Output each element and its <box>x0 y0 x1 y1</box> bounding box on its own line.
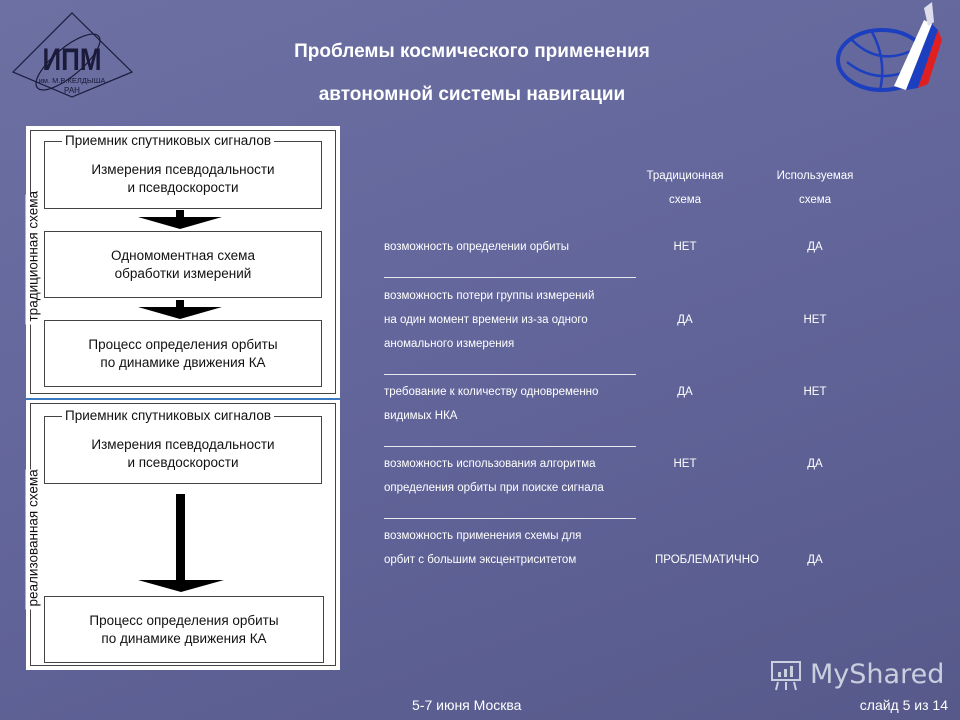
header-traditional: схема <box>668 194 702 206</box>
row-used: ДА <box>807 241 823 253</box>
long-arrow-down-icon <box>138 494 224 594</box>
traditional-side-label: традиционная схема <box>26 195 41 325</box>
header-used: схема <box>798 194 832 206</box>
slide-title-line1: Проблемы космического применения <box>294 41 650 62</box>
divider <box>26 398 340 400</box>
svg-text:им. М.В.КЕЛДЫША: им. М.В.КЕЛДЫША <box>38 76 106 85</box>
arrow-down-icon <box>138 210 222 230</box>
box-text: обработки измерений <box>114 265 252 281</box>
box-text: Измерения псевдодальности <box>91 437 275 452</box>
presentation-board-icon <box>768 656 804 692</box>
svg-text:РАН: РАН <box>64 86 80 95</box>
row-traditional: НЕТ <box>673 241 697 253</box>
row-traditional: НЕТ <box>673 458 697 470</box>
slide-counter: слайд 5 из 14 <box>859 697 948 713</box>
box-text: Измерения псевдодальности <box>91 162 275 177</box>
implemented-orbit-process-box <box>44 596 324 663</box>
box-text: по динамике движения КА <box>101 630 267 646</box>
box-text: Процесс определения орбиты <box>89 612 279 628</box>
row-divider <box>384 446 636 447</box>
box-text: по динамике движения КА <box>100 354 266 370</box>
row-label: определения орбиты при поиске сигнала <box>384 482 604 494</box>
row-label: возможность определении орбиты <box>384 241 570 253</box>
box-text: и псевдоскорости <box>127 455 239 470</box>
scheme-diagram <box>26 126 340 670</box>
svg-text:ИПМ: ИПМ <box>42 42 102 78</box>
row-traditional: ДА <box>677 314 693 326</box>
row-used: НЕТ <box>803 314 827 326</box>
row-used: ДА <box>807 458 823 470</box>
watermark-text: MyShared <box>810 658 945 690</box>
implemented-side-label: реализованная схема <box>26 470 41 610</box>
date-place: 5-7 июня Москва <box>412 697 522 713</box>
row-traditional: ДА <box>677 386 693 398</box>
row-label: орбит с большим эксцентриситетом <box>384 554 577 566</box>
myshared-watermark <box>768 656 944 692</box>
box-text: Процесс определения орбиты <box>88 336 278 352</box>
row-label: возможность использования алгоритма <box>384 458 596 470</box>
traditional-receiver-label: Приемник спутниковых сигналов <box>62 133 274 148</box>
row-label: аномального измерения <box>384 338 515 350</box>
box-text: и псевдоскорости <box>127 180 239 195</box>
row-label: возможность применения схемы для <box>384 530 582 542</box>
row-label: видимых НКА <box>384 410 458 422</box>
row-label: возможность потери группы измерений <box>384 290 595 302</box>
row-traditional: ПРОБЛЕМАТИЧНО <box>655 554 759 566</box>
single-moment-box <box>44 231 322 298</box>
header-used: Используемая <box>776 170 854 182</box>
row-divider <box>384 518 636 519</box>
row-label: на один момент времени из-за одного <box>384 314 588 326</box>
traditional-receiver-box <box>44 141 322 209</box>
header-traditional: Традиционная <box>646 170 724 182</box>
row-divider <box>384 277 636 278</box>
arrow-down-icon <box>138 300 222 320</box>
implemented-receiver-box <box>44 416 322 484</box>
orbit-process-box <box>44 320 322 387</box>
row-used: ДА <box>807 554 823 566</box>
implemented-receiver-label: Приемник спутниковых сигналов <box>62 408 274 423</box>
row-label: требование к количеству одновременно <box>384 386 599 398</box>
row-divider <box>384 374 636 375</box>
slide-title-line2: автономной системы навигации <box>318 84 626 105</box>
row-used: НЕТ <box>803 386 827 398</box>
box-text: Одномоментная схема <box>111 247 255 263</box>
